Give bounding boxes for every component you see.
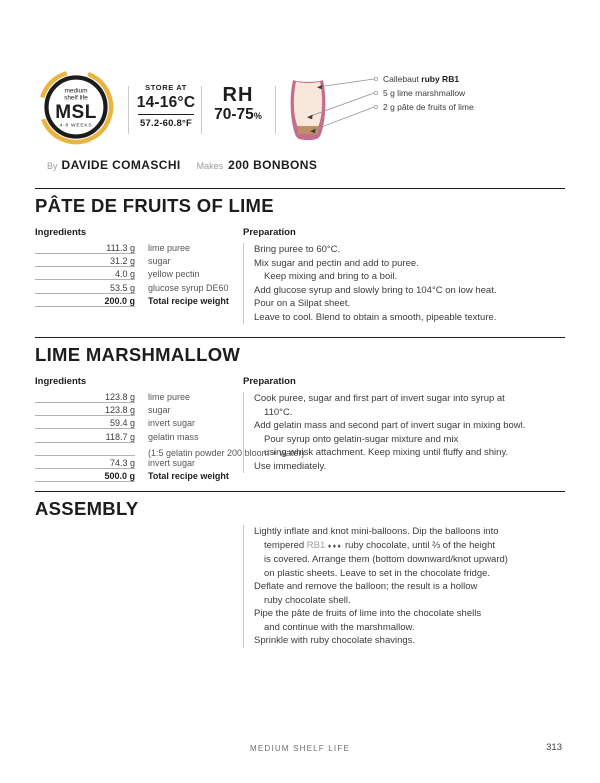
ingredient-row (35, 296, 243, 309)
ingredient-amount: 123.8 g (35, 392, 135, 403)
ingredient-amount: 59.4 g (35, 418, 135, 429)
bonbon-diagram (288, 74, 384, 146)
preparation-line: on plastic sheets. Leave to set in the chocolate fridge. (264, 567, 491, 579)
preparation-line: Pour syrup onto gelatin-sugar mixture and mix (264, 433, 459, 445)
ingredient-row (35, 392, 243, 405)
preparation-line: Lightly inflate and knot mini-balloons. Dip the balloons into (254, 526, 499, 538)
section-title: PÂTE DE FRUITS OF LIME (35, 195, 274, 216)
ingredient-name: glucose syrup DE60 (148, 282, 229, 293)
preparation-line: Keep mixing and bring to a boil. (264, 271, 398, 282)
by-label: By (47, 161, 58, 171)
ingredient-name: (1:5 gelatin powder 200 bloom + water) (148, 447, 305, 458)
ingredient-amount: 53.5 g (35, 283, 135, 294)
preparation-line: Pour on a Silpat sheet. (254, 298, 351, 309)
preparation-line: Mix sugar and pectin and add to puree. (254, 257, 419, 269)
badge-line1: medium (64, 87, 88, 95)
ingredient-row (35, 445, 305, 458)
footer-label: MEDIUM SHELF LIFE (250, 744, 350, 753)
ingredients-column (35, 525, 243, 648)
store-at-label: STORE AT (145, 83, 187, 92)
ingredient-amount: 500.0 g (35, 471, 135, 482)
ingredient-name: lime puree (148, 392, 191, 402)
callout-text: Callebaut (383, 74, 422, 84)
ingredient-row (35, 256, 243, 269)
badge-acronym: MSL (55, 102, 97, 123)
preparation-line: 110°C. (264, 406, 293, 418)
author-name: DAVIDE COMASCHI (61, 158, 181, 172)
callout-text-bold: ruby RB1 (421, 74, 460, 84)
ingredients-label: Ingredients (35, 227, 87, 238)
page-number: 313 (546, 742, 562, 753)
callout-dots (374, 77, 377, 108)
preparation-line: and continue with the marshmallow. (264, 621, 415, 633)
ingredient-amount: 111.3 g (35, 243, 135, 254)
ingredient-amount: 123.8 g (35, 405, 135, 416)
preparation-line: ruby chocolate shell. (264, 594, 351, 606)
ingredient-amount: 118.7 g (35, 432, 135, 443)
preparation-line: Sprinkle with ruby chocolate shavings. (254, 635, 416, 647)
preparation-line: Deflate and remove the balloon; the result is a hollow (254, 581, 478, 593)
ingredient-row (35, 405, 243, 418)
section-title: LIME MARSHMALLOW (35, 344, 241, 365)
ingredient-amount: 31.2 g (35, 256, 135, 267)
header-divider (128, 86, 129, 134)
ingredient-name: sugar (148, 405, 171, 416)
preparation-line: using whisk attachment. Keep mixing until fluffy and shiny. (264, 447, 509, 458)
ingredient-name: yellow pectin (148, 269, 200, 280)
ingredient-name: invert sugar (148, 418, 196, 429)
preparation-line: Add gelatin mass and second part of invert sugar in mixing bowl. (254, 420, 526, 431)
ingredient-name: invert sugar (148, 457, 196, 468)
callout-label-shell (383, 74, 459, 84)
ingredient-amount: 74.3 g (35, 458, 135, 469)
ingredient-rows (35, 243, 243, 309)
preparation-label: Preparation (243, 376, 296, 387)
ingredient-amount (35, 445, 135, 456)
ingredient-row (35, 471, 243, 484)
humidity-unit: % (253, 111, 262, 121)
section-title: ASSEMBLY (35, 498, 139, 520)
preparation-label: Preparation (243, 227, 296, 238)
humidity-range: 70-75 (214, 106, 254, 123)
store-celsius: 14-16°C (136, 94, 196, 111)
preparation-column (243, 227, 565, 324)
ingredient-amount: 200.0 g (35, 296, 135, 307)
preparation-column (243, 376, 565, 484)
preparation-lines (243, 243, 565, 324)
callout-text: 2 g pâte de fruits of lime (383, 102, 474, 112)
store-at-block (133, 83, 199, 129)
section-lime-marshmallow (35, 337, 565, 484)
preparation-lines (243, 525, 565, 648)
preparation-line: Bring puree to 60°C. (254, 244, 341, 255)
ingredient-name: Total recipe weight (148, 471, 229, 482)
bonbon-marshmallow-fill (294, 82, 322, 127)
preparation-line: Add glucose syrup and slowly bring to 104°C on low heat. (254, 284, 497, 296)
yield-value: 200 BONBONS (228, 158, 318, 172)
preparation-line: is covered. Arrange them (bottom downward/knot upward) (264, 554, 508, 566)
badge-line2: shelf life (64, 94, 88, 102)
header-cluster (35, 70, 565, 150)
msl-badge (37, 68, 115, 146)
preparation-line: tempered RB1 ♦♦♦ ruby chocolate, until ⅔ of the height (264, 539, 495, 551)
callout-label-marshmallow (383, 88, 465, 98)
ingredients-column (35, 227, 243, 324)
preparation-line: Cook puree, sugar and first part of invert sugar into syrup at (254, 393, 505, 404)
section-pate-de-fruits (35, 188, 565, 324)
ingredient-amount: 4.0 g (35, 269, 135, 280)
byline (35, 158, 565, 172)
ingredient-name: gelatin mass (148, 431, 199, 442)
preparation-line: Use immediately. (254, 460, 327, 472)
ingredient-row (35, 458, 243, 471)
header-divider (275, 86, 276, 134)
preparation-line: Pipe the pâte de fruits of lime into the chocolate shells (254, 608, 482, 620)
preparation-column (243, 525, 565, 648)
ingredient-name: sugar (148, 256, 171, 267)
preparation-line: Leave to cool. Blend to obtain a smooth, pipeable texture. (254, 311, 497, 323)
ingredient-row (35, 243, 243, 256)
store-divider-line (138, 114, 194, 115)
callout-text: 5 g lime marshmallow (383, 88, 466, 98)
ingredient-row (35, 418, 243, 431)
ingredient-name: lime puree (148, 243, 191, 253)
ingredient-row (35, 283, 243, 296)
store-fahrenheit: 57.2-60.8°F (140, 118, 192, 129)
badge-weeks: 4-8 WEEKS (59, 123, 93, 129)
section-assembly (35, 491, 565, 648)
preparation-lines (243, 392, 565, 473)
ingredient-name: Total recipe weight (148, 295, 229, 306)
makes-label: Makes (196, 161, 224, 171)
callout-label-pate (383, 102, 474, 112)
humidity-value (207, 106, 269, 124)
humidity-block (207, 85, 269, 124)
ingredients-label: Ingredients (35, 376, 87, 387)
ingredient-row (35, 269, 243, 282)
humidity-label: RH (222, 84, 254, 106)
ingredient-row (35, 432, 243, 445)
bonbon-pate-layer (297, 126, 319, 134)
header-divider (201, 86, 202, 134)
